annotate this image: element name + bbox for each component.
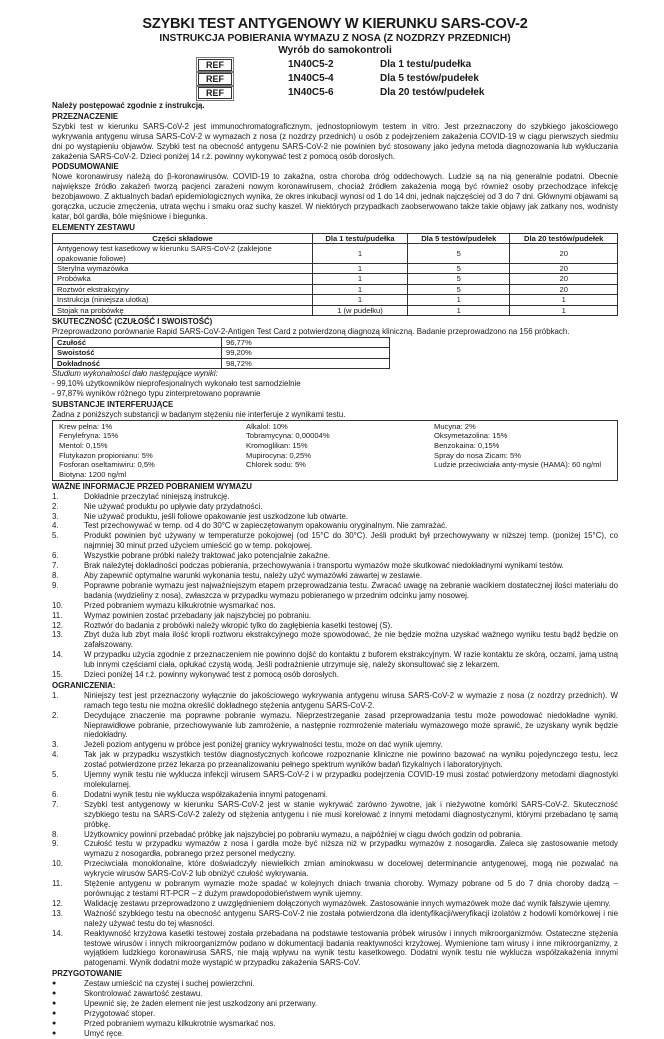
item-text: Umyć ręce. bbox=[84, 1028, 124, 1038]
item-number: 1. bbox=[52, 491, 59, 501]
item-number: 13. bbox=[52, 908, 63, 918]
item-text: Użytkownicy powinni przebadać próbkę jak najszybciej po pobraniu wymazu, a najpóźniej w ciągu dwóch godzin od pobrania. bbox=[84, 829, 523, 839]
item-text: Poprawne pobranie wymazu jest najważniejszym etapem przeprowadzania testu. Zwracać uwagę na zebranie wacikiem dostatecznej ilości materiału do badania (wydzieliny z nosa), zwłaszcza w przypadku wymazu pobieranego w przednim odcinku jamy nosowej. bbox=[84, 580, 618, 600]
list-item bbox=[52, 611, 618, 621]
list-item bbox=[52, 571, 618, 581]
table-cell: Probówka bbox=[53, 274, 313, 284]
table-cell: 5 bbox=[408, 274, 510, 284]
item-number: 12. bbox=[52, 898, 63, 908]
item-number: 9. bbox=[52, 580, 59, 590]
section-heading: ELEMENTY ZESTAWU bbox=[52, 222, 136, 232]
metric-label: Czułość bbox=[53, 337, 222, 347]
item-text: Ujemny wynik testu nie wyklucza infekcji wirusem SARS-CoV-2 i w przypadku podejrzenia COVID-19 musi zostać potwierdzony metodami diagnostyki molekularnej. bbox=[84, 770, 618, 789]
item-number: 2. bbox=[52, 501, 59, 511]
section-heading: PODSUMOWANIE bbox=[52, 162, 119, 172]
item-number: 4. bbox=[52, 750, 59, 760]
column-header: Dla 1 testu/pudełka bbox=[312, 233, 407, 243]
bullet-icon: ● bbox=[52, 1019, 57, 1027]
metric-value: 98,72% bbox=[222, 358, 390, 368]
item-number: 13. bbox=[52, 630, 63, 640]
table-cell: Stojak na probówkę bbox=[53, 305, 313, 315]
item-number: 6. bbox=[52, 789, 59, 799]
ref-label: REF bbox=[198, 59, 232, 71]
interfering-substances-box bbox=[52, 420, 618, 481]
substance-item: Fosforan oseltamiwiru: 0,5% bbox=[59, 460, 155, 470]
item-text: Przygotować stoper. bbox=[84, 1008, 156, 1018]
ref-desc: Dla 5 testów/pudełek bbox=[380, 73, 479, 85]
table-row bbox=[53, 305, 618, 315]
list-item bbox=[52, 999, 618, 1009]
item-number: 6. bbox=[52, 551, 59, 561]
list-item bbox=[52, 561, 618, 571]
table-cell: 1 bbox=[312, 264, 407, 274]
ref-label: REF bbox=[198, 73, 232, 85]
item-text: Przed pobraniem wymazu kilkukrotnie wysmarkać nos. bbox=[84, 1018, 276, 1028]
list-item bbox=[52, 502, 618, 512]
section-heading: PRZYGOTOWANIE bbox=[52, 969, 122, 979]
important-info-list bbox=[52, 492, 618, 680]
list-item bbox=[52, 551, 618, 561]
product-type: Wyrób do samokontroli bbox=[278, 45, 392, 56]
item-text: Wszystkie pobrane próbki należy traktować jako potencjalnie zakaźne. bbox=[84, 551, 331, 561]
table-cell: 1 bbox=[312, 295, 407, 305]
item-number: 7. bbox=[52, 561, 59, 571]
ref-row bbox=[192, 86, 618, 100]
substance-item: Flutykazon propionianu: 5% bbox=[59, 450, 153, 460]
item-number: 3. bbox=[52, 740, 59, 750]
item-number: 15. bbox=[52, 670, 63, 680]
table-cell: 20 bbox=[510, 284, 618, 294]
table-row bbox=[53, 284, 618, 294]
list-item bbox=[52, 879, 618, 899]
item-number: 12. bbox=[52, 620, 63, 630]
table-row bbox=[53, 264, 618, 274]
ref-code: 1N40C5-6 bbox=[288, 87, 334, 99]
metric-value: 96,77% bbox=[222, 337, 390, 347]
item-text: Tak jak w przypadku wszystkich testów diagnostycznych końcowe rozpoznanie kliniczne nie powinno bazować na wyniku pojedynczego testu, lecz zostać potwierdzone przez lekarza po przeanalizowaniu pełnego spektrum wyników badań fizykalnych i laboratoryjnych. bbox=[84, 750, 618, 770]
document-subtitle: INSTRUKCJA POBIERANIA WYMAZU Z NOSA (Z NOZDRZY PRZEDNICH) bbox=[159, 33, 511, 44]
list-item bbox=[52, 581, 618, 601]
list-item bbox=[52, 800, 618, 830]
item-number: 10. bbox=[52, 600, 63, 610]
item-text: Jeżeli poziom antygenu w próbce jest poniżej granicy wykrywalności testu, może on dać wynik ujemny. bbox=[84, 740, 443, 750]
substance-item: Krew pełna: 1% bbox=[59, 421, 113, 431]
item-number: 5. bbox=[52, 531, 59, 541]
table-cell: 20 bbox=[510, 244, 618, 264]
table-row bbox=[53, 295, 618, 305]
item-text: Czułość testu w przypadku wymazów z nosa i gardła może być niższa niż w przypadku wymazów z nosogardła. Zaleca się zastosowanie metody wymazu z nosogardła, pobranego przez personel medyczny. bbox=[84, 839, 618, 859]
substance-item: Kromoglikan: 15% bbox=[246, 441, 308, 450]
item-text: Nie używać produktu, jeśli foliowe opakowanie jest uszkodzone lub otwarte. bbox=[84, 511, 349, 521]
item-text: Decydujące znaczenie ma poprawne pobranie wymazu. Nieprzestrzeganie zasad przeprowadzania testu może powodować niedokładne wyniki. Nieprawidłowe pobranie, przechowywanie lub zamrożenie, a następnie rozmrożenie materiału wymazowego może sprawić, że uzyskany wynik będzie niedokładny. bbox=[84, 710, 618, 740]
table-cell: 5 bbox=[408, 244, 510, 264]
table-row bbox=[53, 244, 618, 264]
table-cell: 20 bbox=[510, 264, 618, 274]
list-item bbox=[52, 839, 618, 859]
table-cell: 1 bbox=[312, 284, 407, 294]
preparation-list bbox=[52, 979, 618, 1038]
sensitivity-table bbox=[52, 337, 390, 369]
instruction-note: Należy postępować zgodnie z instrukcją. bbox=[52, 101, 205, 110]
item-text: Upewnić się, że żaden element nie jest uszkodzony ani przerwany. bbox=[84, 998, 318, 1008]
substance-item: Spray do nosa Zicam: 5% bbox=[434, 450, 521, 460]
item-text: Stężenie antygenu w pobranym wymazie może spadać w kolejnych dniach trwania choroby. Wymazy pobrane od 5 do 7 dnia choroby dadzą – porównując z testami RT-PCR – z dużym prawdopodobieństwem wynik ujemny. bbox=[84, 879, 618, 898]
item-number: 1. bbox=[52, 690, 59, 700]
column-header: Dla 5 testów/pudełek bbox=[408, 233, 510, 243]
substance-item: Chlorek sodu: 5% bbox=[246, 460, 306, 470]
item-text: Dzieci poniżej 14 r.ż. powinny wykonywać test z pomocą osób dorosłych. bbox=[84, 670, 339, 680]
table-cell: Instrukcja (niniejsza ulotka) bbox=[53, 295, 313, 305]
item-number: 5. bbox=[52, 770, 59, 780]
substance-item: Mupirocyna: 0,25% bbox=[246, 450, 312, 460]
ref-desc: Dla 20 testów/pudełek bbox=[380, 87, 485, 99]
item-number: 7. bbox=[52, 799, 59, 809]
list-item bbox=[52, 650, 618, 670]
list-item bbox=[52, 770, 618, 790]
list-item bbox=[52, 630, 618, 650]
list-item bbox=[52, 1009, 618, 1019]
item-number: 14. bbox=[52, 928, 63, 938]
table-cell: 1 bbox=[510, 305, 618, 315]
list-item bbox=[52, 512, 618, 522]
item-number: 4. bbox=[52, 521, 59, 531]
item-text: Skontrolować zawartość zestawu. bbox=[84, 989, 203, 999]
substance-item: Benzokaina: 0,15% bbox=[434, 441, 500, 450]
list-item bbox=[52, 859, 618, 879]
item-number: 8. bbox=[52, 829, 59, 839]
metric-label: Swoistość bbox=[53, 348, 222, 358]
table-cell: 20 bbox=[510, 274, 618, 284]
table-cell: Sterylna wymazówka bbox=[53, 264, 313, 274]
table-cell: 1 bbox=[312, 274, 407, 284]
ref-row bbox=[192, 72, 618, 86]
section-heading: OGRANICZENIA: bbox=[52, 680, 116, 690]
substance-item: Alkalol: 10% bbox=[246, 421, 288, 431]
metric-label: Dokładność bbox=[53, 358, 222, 368]
ref-desc: Dla 1 testu/pudełka bbox=[380, 59, 472, 71]
item-number: 10. bbox=[52, 859, 63, 869]
list-item bbox=[52, 750, 618, 770]
study-result: - 97,87% wyników różnego typu zinterpretowano poprawnie bbox=[52, 388, 261, 398]
item-number: 8. bbox=[52, 570, 59, 580]
section-heading: PRZEZNACZENIE bbox=[52, 111, 119, 121]
list-item bbox=[52, 740, 618, 750]
section-heading: WAŻNE INFORMACJE PRZED POBRANIEM WYMAZU bbox=[52, 481, 252, 491]
column-header: Części składowe bbox=[53, 233, 313, 243]
ref-row bbox=[192, 58, 618, 72]
item-text: Test przechowywać w temp. od 4 do 30°C w zapieczętowanym opakowaniu oryginalnym. Nie zamrażać. bbox=[84, 521, 448, 531]
substance-item: Biotyna: 1200 ng/ml bbox=[59, 470, 127, 480]
list-item bbox=[52, 899, 618, 909]
list-item bbox=[52, 492, 618, 502]
bullet-icon: ● bbox=[52, 999, 57, 1007]
item-text: Dokładnie przeczytać niniejszą instrukcję. bbox=[84, 491, 230, 501]
instruction-leaflet bbox=[52, 16, 618, 1039]
list-item bbox=[52, 790, 618, 800]
substance-item: Mentol: 0,15% bbox=[59, 441, 108, 450]
paragraph: Żadna z poniższych substancji w badanym stężeniu nie interferuje z wynikami testu. bbox=[52, 409, 346, 419]
ref-list bbox=[192, 58, 618, 100]
item-text: W przypadku użycia zgodnie z przeznaczeniem nie powinno dojść do kontaktu z buforem ekstrakcyjnym. W razie kontaktu ze skórą, oczami, jamą ustną lub innymi częściami ciała, opłukać czystą wodą. Jeśli podrażnienie utrzymuje się, należy skonsultować się z lekarzem. bbox=[84, 650, 618, 670]
item-number: 11. bbox=[52, 879, 63, 889]
column-header: Dla 20 testów/pudełek bbox=[510, 233, 618, 243]
study-intro: Studium wykonalności dało następujące wyniki: bbox=[52, 369, 218, 379]
table-cell: 5 bbox=[408, 284, 510, 294]
item-number: 9. bbox=[52, 839, 59, 849]
list-item bbox=[52, 521, 618, 531]
item-text: Produkt powinien być używany w temperaturze pokojowej (od 15°C do 30°C). Jeśli produkt był przechowywany w niższej temp. (poniżej 15°C), co najmniej 30 minut przed użyciem umieścić go w temp. pokojowej. bbox=[84, 531, 618, 551]
table-cell: 5 bbox=[408, 264, 510, 274]
item-number: 2. bbox=[52, 710, 59, 720]
table-cell: 1 (w pudełku) bbox=[312, 305, 407, 315]
item-number: 14. bbox=[52, 650, 63, 660]
item-text: Zbyt duża lub zbyt mała ilość kropli roztworu ekstrakcyjnego może spowodować, że nie będzie można uzyskać ważnego wyniku testu bądź będzie on zafałszowany. bbox=[84, 630, 618, 650]
table-cell: 1 bbox=[312, 244, 407, 264]
list-item bbox=[52, 830, 618, 840]
kit-contents-table bbox=[52, 233, 618, 316]
substance-item: Oksymetazolina: 15% bbox=[434, 431, 508, 441]
item-text: Przeciwciała monoklonalne, które doświadczyły niewielkich zmian aminokwasu w docelowej determinancie antygenowej, mogą nie pozwalać na wykrycie wirusów SARS-CoV-2 lub obniżyć czułość wykrywania. bbox=[84, 859, 618, 879]
item-text: Walidację zestawu przeprowadzono z uwzględnieniem dołączonych wymazówek. Zastosowanie innych wymazówek może dać wynik fałszywie ujemny. bbox=[84, 898, 611, 908]
item-text: Ważność szybkiego testu na obecność antygenu SARS-CoV-2 nie została potwierdzona dla identyfikacji/weryfikacji izolatów z hodowli komórkowej i nie należy używać testu do tej własności. bbox=[84, 908, 618, 928]
table-row bbox=[53, 274, 618, 284]
list-item bbox=[52, 531, 618, 551]
bullet-icon: ● bbox=[52, 980, 57, 988]
item-text: Zestaw umieścić na czystej i suchej powierzchni. bbox=[84, 979, 255, 989]
limitations-list bbox=[52, 691, 618, 968]
paragraph: Nowe koronawirusy należą do β-koronawirusów. COVID-19 to zakaźna, ostra choroba dróg oddechowych. Ludzie są na nią generalnie podatni. Obecnie największe źródło zakażeń tworzą pacjenci zarażeni nowym koronawirusem, chociaż źródłem zakażenia mogą być również osoby przechodzące infekcję bezobjawowo. Z aktualnych badań epidemiologicznych wynika, że okres inkubacji wynosi od 1 do 14 dni, jednak najczęściej od 3 do 7 dni. Głównymi objawami są gorączka, uczucie zmęczenia, utrata węchu i smaku oraz suchy kaszel. W niektórych przypadkach zaobserwowano także takie objawy jak zatkany nos, wodnisty katar, ból gardła, bóle mięśniowe i biegunka. bbox=[52, 172, 618, 221]
bullet-icon: ● bbox=[52, 1029, 57, 1037]
metric-value: 99,20% bbox=[222, 348, 390, 358]
table-cell: 1 bbox=[408, 295, 510, 305]
section-heading: SKUTECZNOŚĆ (CZUŁOŚĆ I SWOISTOŚĆ) bbox=[52, 317, 213, 327]
bullet-icon: ● bbox=[52, 990, 57, 998]
substance-item: Tobramycyna: 0,00004% bbox=[246, 431, 330, 441]
item-text: Przed pobraniem wymazu kilkukrotnie wysmarkać nos. bbox=[84, 600, 276, 610]
list-item bbox=[52, 979, 618, 989]
item-number: 3. bbox=[52, 511, 59, 521]
item-text: Roztwór do badania z probówki należy wkropić tylko do zagłębienia kasetki testowej (S). bbox=[84, 620, 393, 630]
item-text: Brak należytej dokładności podczas pobierania, przechowywania i transportu wymazów może skutkować niedokładnymi wynikami testów. bbox=[84, 561, 564, 571]
table-cell: Roztwór ekstrakcyjny bbox=[53, 284, 313, 294]
ref-label: REF bbox=[198, 87, 232, 99]
bullet-icon: ● bbox=[52, 1009, 57, 1017]
list-item bbox=[52, 711, 618, 741]
item-text: Aby zapewnić optymalne warunki wykonania testu, należy użyć wymazówki zawartej w zestawie. bbox=[84, 570, 423, 580]
list-item bbox=[52, 691, 618, 711]
list-item bbox=[52, 909, 618, 929]
list-item bbox=[52, 989, 618, 999]
substance-item: Mucyna: 2% bbox=[434, 421, 476, 431]
item-number: 11. bbox=[52, 610, 63, 620]
list-item bbox=[52, 601, 618, 611]
substance-item: Ludzie przeciwciała anty-mysie (HAMA): 60 ng/ml bbox=[434, 460, 602, 470]
item-text: Wymaz powinien zostać przebadany jak najszybciej po pobraniu. bbox=[84, 610, 312, 620]
list-item bbox=[52, 670, 618, 680]
item-text: Reaktywność krzyżowa kasetki testowej została przebadana na podstawie testowania próbek wirusów i innych mikroorganizmów. Ostateczne stężenia testowe wirusów i innych mikroorganizmów podano w dokumentacji badania reaktywności krzyżowej. Wymienione tam wirusy i inne mikroorganizmy, z wyjątkiem ludzkiego koronawirusa SARS, nie mają wpływu na wynik testu kasetkowego. Dodatni wynik testu nie wyklucza współzakażenia innymi patogenami. Wynik dodatni może wystąpić w przypadku zakażenia SARS-CoV. bbox=[84, 928, 618, 968]
study-result: - 99,10% użytkowników nieprofesjonalnych wykonało test samodzielnie bbox=[52, 378, 301, 388]
list-item bbox=[52, 929, 618, 969]
item-text: Dodatni wynik testu nie wyklucza współzakażenia innymi patogenami. bbox=[84, 789, 328, 799]
ref-code: 1N40C5-4 bbox=[288, 73, 334, 85]
item-text: Szybki test antygenowy w kierunku SARS-CoV-2 jest w stanie wykrywać zarówno żywotne, jak i nieżywotne komórki SARS-CoV-2. Skuteczność szybkiego testu na SARS-CoV-2 zależy od stężenia antygenu i nie musi korelować z innymi metodami diagnostycznymi, którymi przebadano tę samą próbkę. bbox=[84, 799, 618, 829]
table-cell: 1 bbox=[510, 295, 618, 305]
list-item bbox=[52, 1029, 618, 1039]
document-title: SZYBKI TEST ANTYGENOWY W KIERUNKU SARS-COV-2 bbox=[142, 16, 528, 32]
table-cell: 1 bbox=[408, 305, 510, 315]
item-text: Nie używać produktu po upływie daty przydatności. bbox=[84, 501, 263, 511]
section-heading: SUBSTANCJE INTERFERUJĄCE bbox=[52, 399, 174, 409]
table-cell: Antygenowy test kasetkowy w kierunku SARS-CoV-2 (zaklejone opakowanie foliowe) bbox=[53, 244, 313, 264]
ref-code: 1N40C5-2 bbox=[288, 59, 334, 71]
paragraph: Szybki test w kierunku SARS-CoV-2 jest immunochromatograficznym, jednostopniowym testem in vitro. Jest przeznaczony do szybkiego jakościowego wykrywania antygenu wirusa SARS-CoV-2 w wymazach z nosa (z nozdrzy przednich) u osób z podejrzeniem zakażenia COVID-19 w ciągu pierwszych siedmiu dni po wystąpieniu objawów. Szybki test na obecność antygenu SARS-CoV-2 nie powinien być stosowany jako jedyna metoda diagnozowania lub wykluczania zakażenia SARS-CoV-2. Dzieci poniżej 14 r.ż. powinny wykonywać test z pomocą osób dorosłych. bbox=[52, 121, 618, 161]
list-item bbox=[52, 621, 618, 631]
paragraph: Przeprowadzono porównanie Rapid SARS-CoV-2-Antigen Test Card z potwierdzoną diagnozą kliniczną. Badanie przeprowadzono na 156 próbkach. bbox=[52, 326, 570, 336]
item-text: Niniejszy test jest przeznaczony wyłącznie do jakościowego wykrywania antygenu wirusa SARS-CoV-2 w wymazie z nosa (z nozdrzy przednich). W ramach tego testu nie można określić dokładnego stężenia antygenu SARS-CoV-2. bbox=[84, 690, 618, 710]
substance-item: Fenylefryna: 15% bbox=[59, 431, 119, 441]
